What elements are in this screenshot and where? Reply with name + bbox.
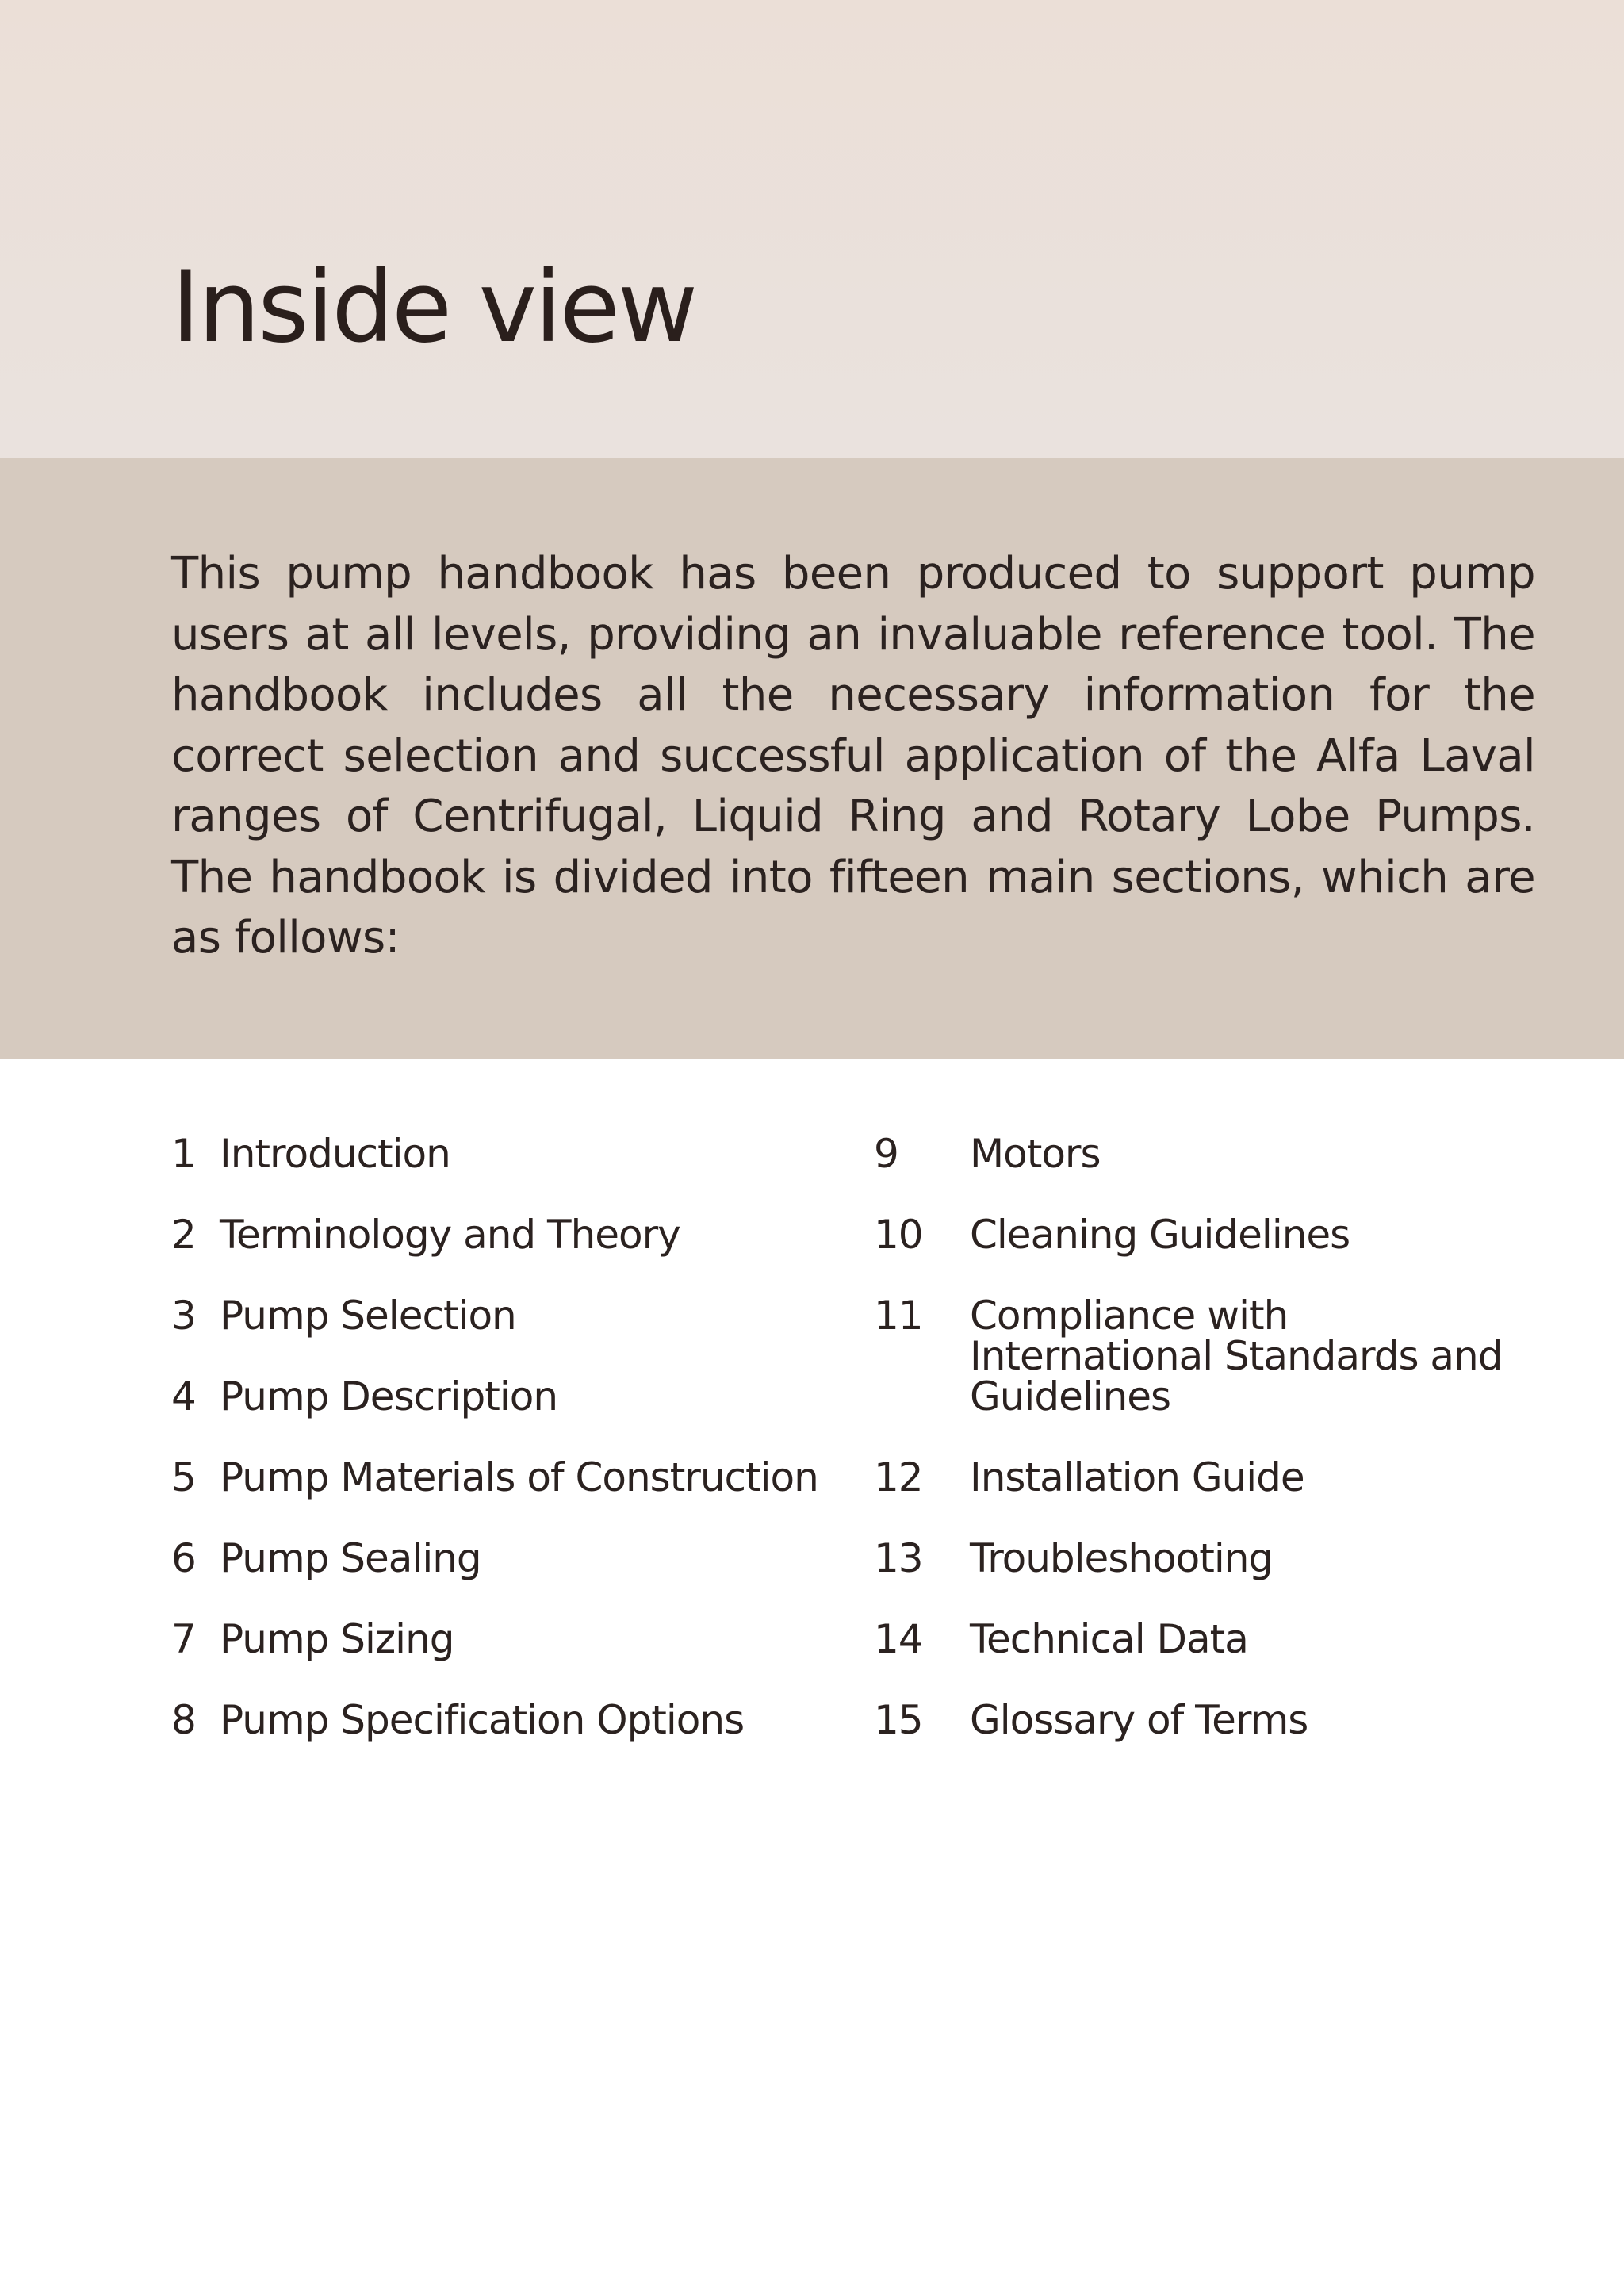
section-number: 12: [874, 1454, 923, 1500]
section-title: Pump Specification Options: [220, 1697, 745, 1743]
section-number: 5: [171, 1454, 196, 1500]
contents-item: [874, 1131, 1556, 1177]
section-title: Glossary of Terms: [970, 1697, 1308, 1743]
section-number: 3: [171, 1293, 196, 1339]
section-number: 9: [874, 1131, 898, 1177]
section-title: Troubleshooting: [970, 1535, 1274, 1581]
contents-item: [874, 1616, 1556, 1662]
contents-list-right: [874, 1131, 1556, 1781]
contents-item: [171, 1616, 845, 1662]
section-number: 13: [874, 1535, 923, 1581]
section-number: 15: [874, 1697, 923, 1743]
header-band: [0, 0, 1624, 458]
section-number: 2: [171, 1212, 196, 1258]
section-number: 8: [171, 1697, 196, 1743]
section-title: Pump Selection: [220, 1293, 516, 1339]
section-number: 11: [874, 1293, 923, 1339]
contents-item: [171, 1293, 845, 1339]
contents-item: [874, 1697, 1556, 1743]
contents-item: [171, 1697, 845, 1743]
contents-item: [874, 1454, 1556, 1500]
contents-item: [874, 1535, 1556, 1581]
section-number: 10: [874, 1212, 923, 1258]
section-title: Pump Sizing: [220, 1616, 454, 1662]
section-number: 1: [171, 1131, 196, 1177]
page-title: Inside view: [171, 251, 696, 365]
section-title: Cleaning Guidelines: [970, 1212, 1350, 1258]
contents-item: [171, 1535, 845, 1581]
contents-item: [171, 1212, 845, 1258]
section-title: Technical Data: [970, 1616, 1248, 1662]
contents-item: [874, 1293, 1556, 1419]
contents-item: [171, 1373, 845, 1419]
section-title: Compliance with International Standards and Guidelines: [970, 1293, 1503, 1419]
section-number: 6: [171, 1535, 196, 1581]
section-title: Terminology and Theory: [220, 1212, 680, 1258]
contents-list-left: [171, 1131, 845, 1781]
section-title: Pump Materials of Construction: [220, 1454, 818, 1500]
section-title: Introduction: [220, 1131, 450, 1177]
section-number: 4: [171, 1373, 196, 1419]
contents-item: [171, 1454, 845, 1500]
section-number: 7: [171, 1616, 196, 1662]
section-title: Installation Guide: [970, 1454, 1304, 1500]
contents-item: [171, 1131, 845, 1177]
section-title: Motors: [970, 1131, 1101, 1177]
section-title: Pump Description: [220, 1373, 558, 1419]
contents-item: [874, 1212, 1556, 1258]
section-title: Pump Sealing: [220, 1535, 481, 1581]
intro-paragraph: This pump handbook has been produced to support pump users at all levels, providing an invaluable reference tool. The handbook includes all the necessary information for the correct selection and successful application of the Alfa Laval ranges of Centrifugal, Liquid Ring and Rotary Lobe Pumps. The handbook is divided into fifteen main sections, which are as follows:: [171, 548, 1535, 964]
section-number: 14: [874, 1616, 923, 1662]
